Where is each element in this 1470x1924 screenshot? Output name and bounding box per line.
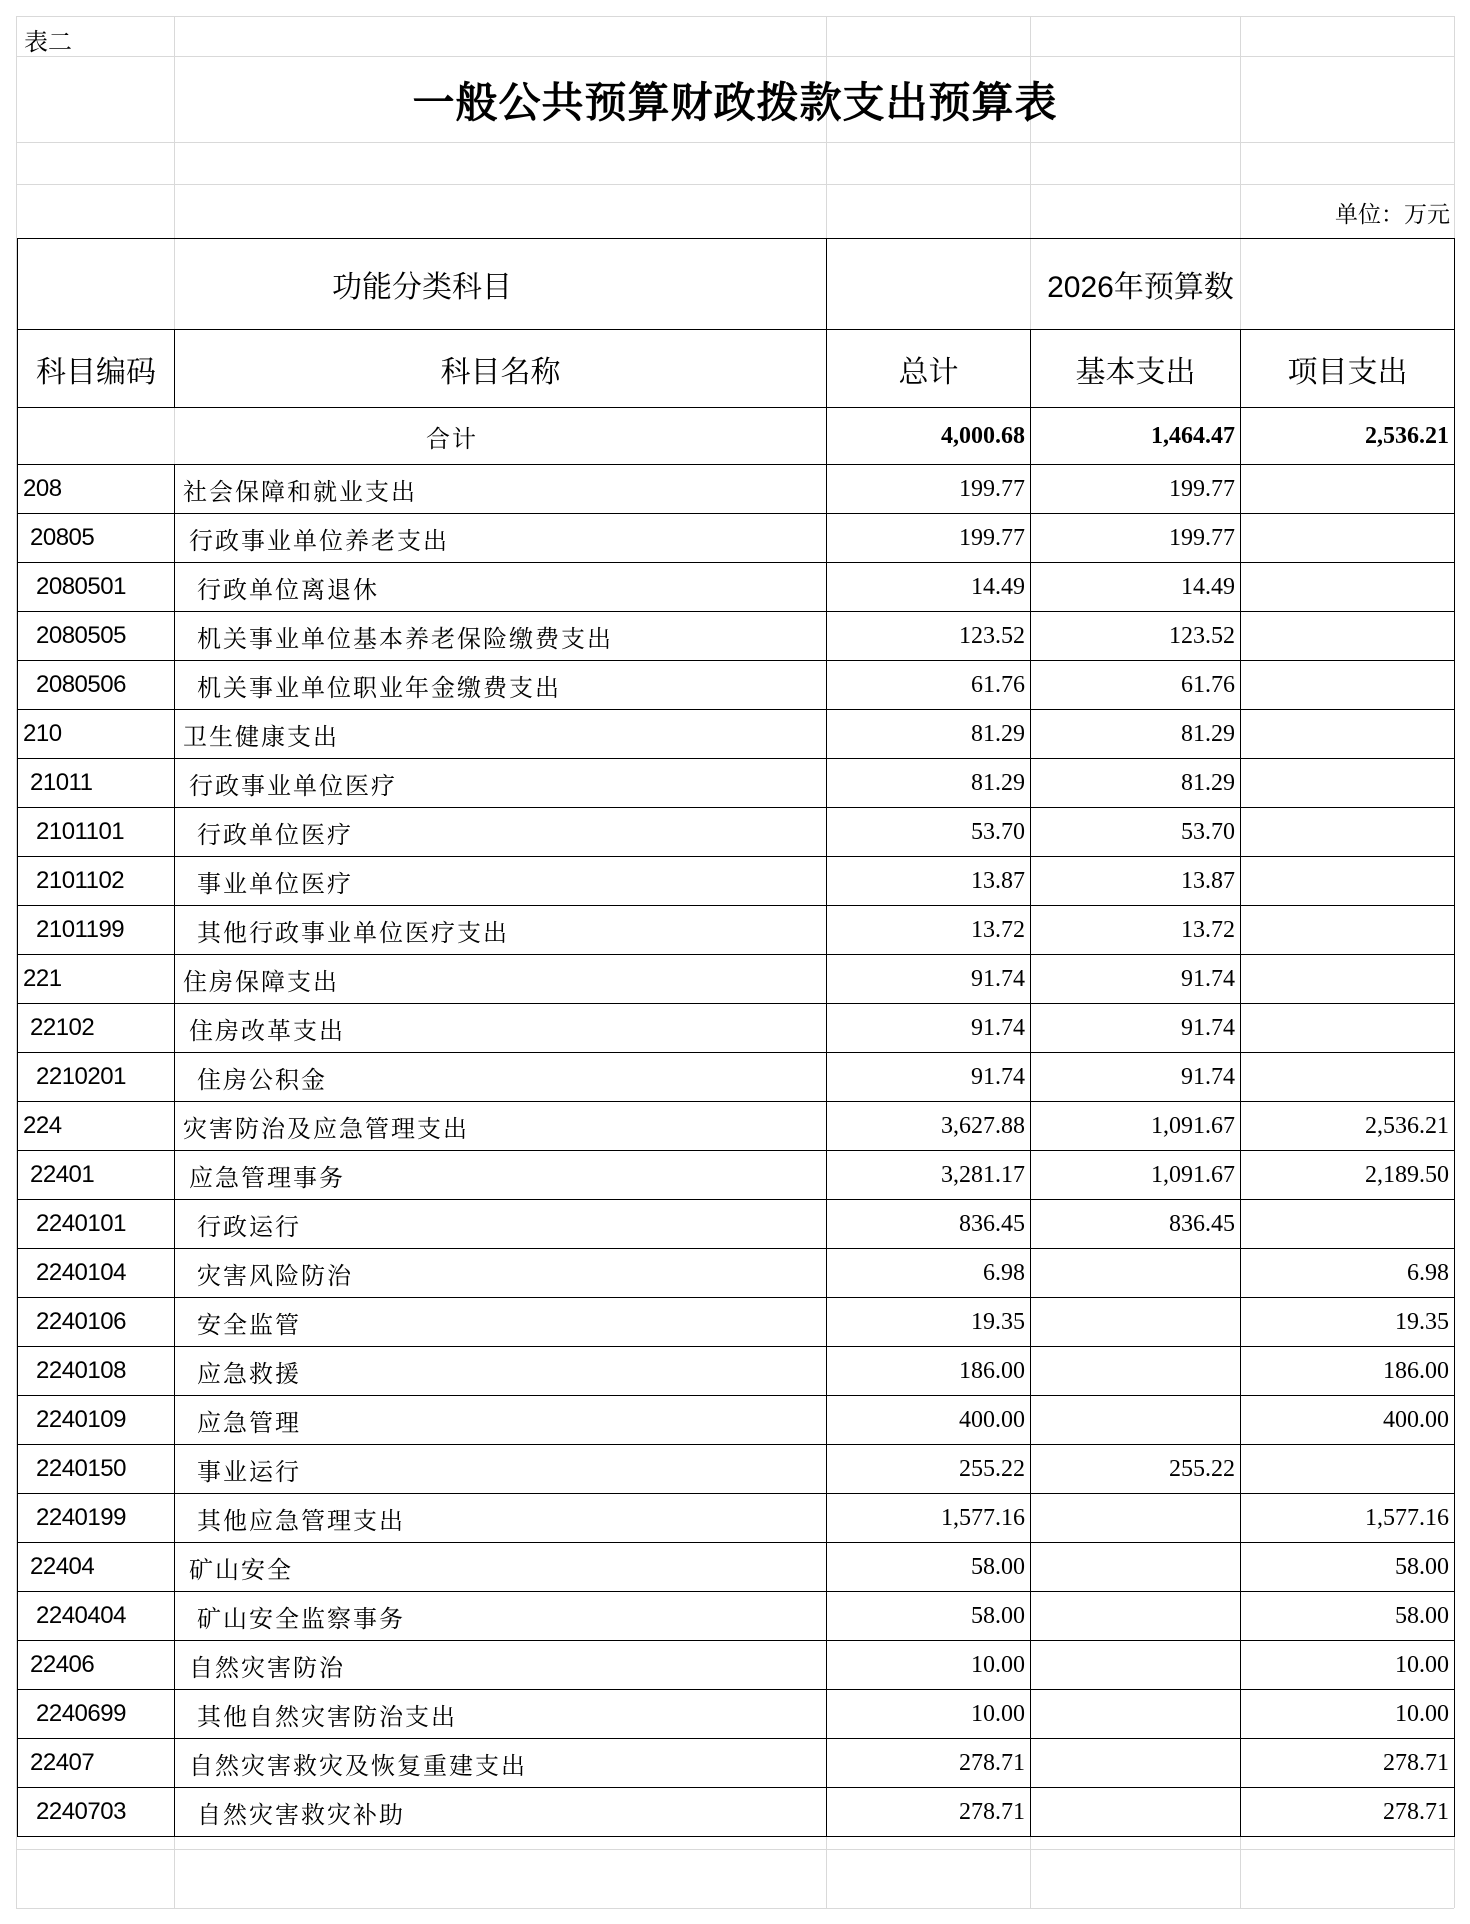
row-total: 3,281.17 — [827, 1151, 1031, 1200]
grid-line — [16, 16, 1454, 17]
row-total: 1,577.16 — [827, 1494, 1031, 1543]
row-code: 224 — [18, 1102, 175, 1151]
row-project: 1,577.16 — [1241, 1494, 1455, 1543]
row-total: 61.76 — [827, 661, 1031, 710]
row-project — [1241, 1004, 1455, 1053]
row-code: 2240108 — [18, 1347, 175, 1396]
row-name: 自然灾害救灾及恢复重建支出 — [175, 1739, 827, 1788]
row-project — [1241, 955, 1455, 1004]
row-basic — [1031, 1739, 1241, 1788]
row-code: 2080506 — [18, 661, 175, 710]
row-basic: 91.74 — [1031, 1053, 1241, 1102]
row-basic — [1031, 1494, 1241, 1543]
table-row — [18, 857, 1455, 906]
row-code: 20805 — [18, 514, 175, 563]
row-total: 6.98 — [827, 1249, 1031, 1298]
row-name: 行政运行 — [175, 1200, 827, 1249]
row-basic: 13.87 — [1031, 857, 1241, 906]
row-name: 事业单位医疗 — [175, 857, 827, 906]
total-project: 2,536.21 — [1241, 408, 1455, 465]
row-basic: 13.72 — [1031, 906, 1241, 955]
row-code: 2210201 — [18, 1053, 175, 1102]
row-code: 22407 — [18, 1739, 175, 1788]
table-row — [18, 1053, 1455, 1102]
table-row — [18, 1249, 1455, 1298]
row-name: 自然灾害防治 — [175, 1641, 827, 1690]
row-project: 278.71 — [1241, 1739, 1455, 1788]
row-name: 卫生健康支出 — [175, 710, 827, 759]
header-budget-year: 2026年预算数 — [827, 239, 1455, 330]
table-row — [18, 1347, 1455, 1396]
row-code: 2240703 — [18, 1788, 175, 1837]
row-name: 行政单位离退休 — [175, 563, 827, 612]
row-code: 2101102 — [18, 857, 175, 906]
row-total: 278.71 — [827, 1788, 1031, 1837]
table-row — [18, 1494, 1455, 1543]
row-total: 836.45 — [827, 1200, 1031, 1249]
table-row — [18, 612, 1455, 661]
row-name: 应急管理 — [175, 1396, 827, 1445]
row-total: 199.77 — [827, 465, 1031, 514]
row-project — [1241, 906, 1455, 955]
row-code: 2240199 — [18, 1494, 175, 1543]
header-code: 科目编码 — [18, 330, 175, 408]
row-basic — [1031, 1298, 1241, 1347]
header-project: 项目支出 — [1241, 330, 1455, 408]
row-total: 91.74 — [827, 1053, 1031, 1102]
table-row — [18, 1690, 1455, 1739]
table-row — [18, 1641, 1455, 1690]
row-project — [1241, 808, 1455, 857]
row-basic: 1,091.67 — [1031, 1151, 1241, 1200]
row-name: 应急救援 — [175, 1347, 827, 1396]
table-row — [18, 759, 1455, 808]
table-row — [18, 1298, 1455, 1347]
table-row — [18, 1396, 1455, 1445]
table-row — [18, 808, 1455, 857]
row-total: 58.00 — [827, 1592, 1031, 1641]
row-project — [1241, 759, 1455, 808]
row-code: 2240699 — [18, 1690, 175, 1739]
row-basic: 199.77 — [1031, 514, 1241, 563]
row-code: 22401 — [18, 1151, 175, 1200]
row-total: 81.29 — [827, 759, 1031, 808]
row-basic — [1031, 1788, 1241, 1837]
table-row — [18, 465, 1455, 514]
row-basic: 255.22 — [1031, 1445, 1241, 1494]
row-basic — [1031, 1396, 1241, 1445]
row-name: 矿山安全监察事务 — [175, 1592, 827, 1641]
table-row — [18, 1592, 1455, 1641]
total-row — [18, 408, 1455, 465]
row-code: 2240101 — [18, 1200, 175, 1249]
row-code: 2101101 — [18, 808, 175, 857]
row-project — [1241, 661, 1455, 710]
table-row — [18, 1788, 1455, 1837]
table-row — [18, 1739, 1455, 1788]
row-project — [1241, 1200, 1455, 1249]
row-basic: 1,091.67 — [1031, 1102, 1241, 1151]
row-total: 10.00 — [827, 1690, 1031, 1739]
table-row — [18, 1151, 1455, 1200]
row-total: 186.00 — [827, 1347, 1031, 1396]
row-code: 22406 — [18, 1641, 175, 1690]
row-name: 矿山安全 — [175, 1543, 827, 1592]
row-project: 10.00 — [1241, 1641, 1455, 1690]
row-basic: 91.74 — [1031, 1004, 1241, 1053]
table-row — [18, 563, 1455, 612]
row-code: 221 — [18, 955, 175, 1004]
total-basic: 1,464.47 — [1031, 408, 1241, 465]
grid-line — [16, 1849, 1454, 1850]
row-project — [1241, 465, 1455, 514]
row-code: 208 — [18, 465, 175, 514]
row-code: 21011 — [18, 759, 175, 808]
row-name: 机关事业单位基本养老保险缴费支出 — [175, 612, 827, 661]
row-total: 53.70 — [827, 808, 1031, 857]
row-project: 6.98 — [1241, 1249, 1455, 1298]
row-code: 2080505 — [18, 612, 175, 661]
row-project — [1241, 857, 1455, 906]
row-basic: 14.49 — [1031, 563, 1241, 612]
row-code: 2240150 — [18, 1445, 175, 1494]
row-name: 住房改革支出 — [175, 1004, 827, 1053]
row-total: 3,627.88 — [827, 1102, 1031, 1151]
header-basic: 基本支出 — [1031, 330, 1241, 408]
grid-line — [16, 1908, 1454, 1909]
row-total: 13.72 — [827, 906, 1031, 955]
row-project — [1241, 710, 1455, 759]
unit-label: 单位：万元 — [1335, 202, 1450, 228]
table-row — [18, 1004, 1455, 1053]
row-project: 186.00 — [1241, 1347, 1455, 1396]
row-name: 机关事业单位职业年金缴费支出 — [175, 661, 827, 710]
row-name: 行政事业单位养老支出 — [175, 514, 827, 563]
row-code: 2101199 — [18, 906, 175, 955]
row-name: 安全监管 — [175, 1298, 827, 1347]
row-total: 19.35 — [827, 1298, 1031, 1347]
table-row — [18, 1543, 1455, 1592]
row-project: 400.00 — [1241, 1396, 1455, 1445]
sheet-label: 表二 — [24, 28, 72, 56]
row-name: 住房公积金 — [175, 1053, 827, 1102]
row-project — [1241, 1053, 1455, 1102]
row-project: 10.00 — [1241, 1690, 1455, 1739]
row-project: 278.71 — [1241, 1788, 1455, 1837]
header-row-group — [18, 239, 1455, 330]
row-name: 其他应急管理支出 — [175, 1494, 827, 1543]
row-project: 58.00 — [1241, 1592, 1455, 1641]
table-row — [18, 1200, 1455, 1249]
row-name: 应急管理事务 — [175, 1151, 827, 1200]
row-project — [1241, 563, 1455, 612]
row-project: 2,536.21 — [1241, 1102, 1455, 1151]
row-code: 22102 — [18, 1004, 175, 1053]
row-basic: 836.45 — [1031, 1200, 1241, 1249]
row-total: 400.00 — [827, 1396, 1031, 1445]
row-name: 自然灾害救灾补助 — [175, 1788, 827, 1837]
row-name: 社会保障和就业支出 — [175, 465, 827, 514]
row-total: 199.77 — [827, 514, 1031, 563]
row-basic: 61.76 — [1031, 661, 1241, 710]
row-total: 10.00 — [827, 1641, 1031, 1690]
row-name: 行政事业单位医疗 — [175, 759, 827, 808]
row-name: 灾害防治及应急管理支出 — [175, 1102, 827, 1151]
row-total: 91.74 — [827, 1004, 1031, 1053]
row-code: 2240404 — [18, 1592, 175, 1641]
row-basic: 123.52 — [1031, 612, 1241, 661]
row-total: 81.29 — [827, 710, 1031, 759]
row-total: 255.22 — [827, 1445, 1031, 1494]
row-total: 123.52 — [827, 612, 1031, 661]
header-row-columns — [18, 330, 1455, 408]
row-project: 2,189.50 — [1241, 1151, 1455, 1200]
row-basic — [1031, 1690, 1241, 1739]
table-row — [18, 1445, 1455, 1494]
row-code: 2240106 — [18, 1298, 175, 1347]
total-label: 合计 — [18, 408, 827, 465]
row-name: 事业运行 — [175, 1445, 827, 1494]
table-row — [18, 955, 1455, 1004]
budget-table — [17, 238, 1455, 1837]
table-row — [18, 906, 1455, 955]
row-code: 2080501 — [18, 563, 175, 612]
row-basic: 81.29 — [1031, 710, 1241, 759]
header-name: 科目名称 — [175, 330, 827, 408]
row-project: 58.00 — [1241, 1543, 1455, 1592]
row-basic: 199.77 — [1031, 465, 1241, 514]
table-row — [18, 1102, 1455, 1151]
total-sum: 4,000.68 — [827, 408, 1031, 465]
row-code: 2240104 — [18, 1249, 175, 1298]
row-total: 278.71 — [827, 1739, 1031, 1788]
table-row — [18, 710, 1455, 759]
row-name: 其他自然灾害防治支出 — [175, 1690, 827, 1739]
header-total: 总计 — [827, 330, 1031, 408]
table-row — [18, 514, 1455, 563]
row-basic — [1031, 1592, 1241, 1641]
row-name: 行政单位医疗 — [175, 808, 827, 857]
row-name: 灾害风险防治 — [175, 1249, 827, 1298]
row-basic — [1031, 1249, 1241, 1298]
row-basic — [1031, 1641, 1241, 1690]
row-total: 13.87 — [827, 857, 1031, 906]
row-code: 2240109 — [18, 1396, 175, 1445]
table-row — [18, 661, 1455, 710]
row-total: 91.74 — [827, 955, 1031, 1004]
row-name: 其他行政事业单位医疗支出 — [175, 906, 827, 955]
row-basic — [1031, 1543, 1241, 1592]
row-code: 210 — [18, 710, 175, 759]
row-total: 58.00 — [827, 1543, 1031, 1592]
row-basic: 91.74 — [1031, 955, 1241, 1004]
row-basic: 53.70 — [1031, 808, 1241, 857]
row-total: 14.49 — [827, 563, 1031, 612]
grid-line — [16, 56, 1454, 57]
row-project — [1241, 514, 1455, 563]
row-name: 住房保障支出 — [175, 955, 827, 1004]
row-project: 19.35 — [1241, 1298, 1455, 1347]
grid-line — [16, 1849, 17, 1908]
row-basic — [1031, 1347, 1241, 1396]
grid-line — [16, 142, 1454, 143]
row-project — [1241, 612, 1455, 661]
row-project — [1241, 1445, 1455, 1494]
grid-line — [16, 184, 1454, 185]
row-basic: 81.29 — [1031, 759, 1241, 808]
row-code: 22404 — [18, 1543, 175, 1592]
page-title: 一般公共预算财政拨款支出预算表 — [412, 78, 1058, 127]
header-function-classification: 功能分类科目 — [18, 239, 827, 330]
